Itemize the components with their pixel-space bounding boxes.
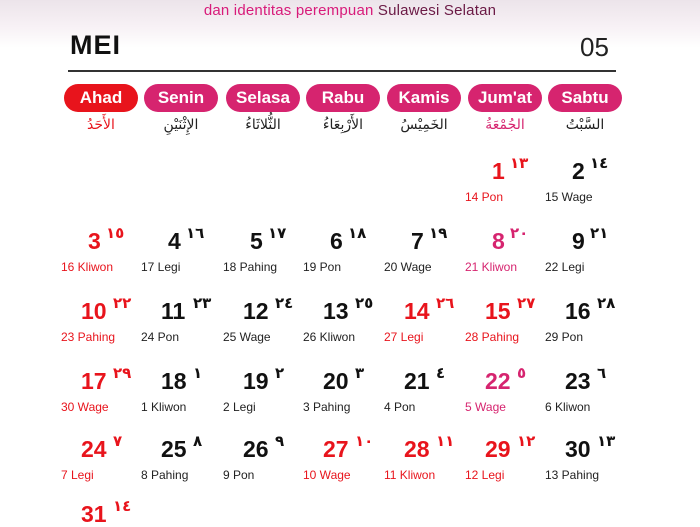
pasaran-label: 5 Wage	[465, 400, 506, 414]
pasaran-label: 28 Pahing	[465, 330, 520, 344]
hijri-date: ١١	[436, 432, 455, 450]
day-number: 8	[492, 228, 505, 254]
weekday-pill-sabtu: Sabtu	[548, 84, 622, 112]
pasaran-label: 7 Legi	[61, 468, 94, 482]
day-number: 31	[81, 501, 107, 527]
hijri-date: ٩	[275, 432, 285, 450]
pasaran-label: 1 Kliwon	[141, 400, 187, 414]
weekday-arabic-selasa: الثُّلاثَاءُ	[245, 117, 281, 133]
day-number: 15	[485, 298, 511, 324]
hijri-date: ٢٤	[275, 294, 294, 312]
pasaran-label: 27 Legi	[384, 330, 424, 344]
day-number: 27	[323, 436, 349, 462]
pasaran-label: 20 Wage	[384, 260, 432, 274]
pasaran-label: 4 Pon	[384, 400, 416, 414]
pasaran-label: 17 Legi	[141, 260, 181, 274]
pasaran-label: 8 Pahing	[141, 468, 189, 482]
pasaran-label: 16 Kliwon	[61, 260, 114, 274]
subtitle	[0, 2, 700, 19]
hijri-date: ١٢	[517, 432, 536, 450]
hijri-date: ٢٩	[113, 364, 132, 382]
hijri-date: ١٨	[348, 224, 367, 242]
day-number: 13	[323, 298, 349, 324]
hijri-date: ١٥	[106, 224, 125, 242]
weekday-pill-jumat: Jum'at	[468, 84, 542, 112]
pasaran-label: 21 Kliwon	[465, 260, 518, 274]
hijri-date: ١	[193, 364, 203, 382]
day-number: 16	[565, 298, 591, 324]
pasaran-label: 22 Legi	[545, 260, 585, 274]
day-number: 26	[243, 436, 269, 462]
month-name: MEI	[70, 30, 122, 60]
day-number: 9	[572, 228, 585, 254]
pasaran-label: 3 Pahing	[303, 400, 351, 414]
day-number: 14	[404, 298, 430, 324]
hijri-date: ١٩	[429, 224, 448, 242]
pasaran-label: 11 Kliwon	[384, 468, 436, 482]
hijri-date: ٥	[517, 364, 527, 382]
hijri-date: ٤	[436, 364, 446, 382]
pasaran-label: 14 Pon	[465, 190, 504, 204]
hijri-date: ١٣	[510, 154, 529, 172]
day-number: 18	[161, 368, 187, 394]
pasaran-label: 12 Legi	[465, 468, 505, 482]
hijri-date: ٦	[597, 364, 607, 382]
weekday-pill-rabu: Rabu	[306, 84, 380, 112]
day-number: 1	[492, 158, 505, 184]
pasaran-label: 25 Wage	[223, 330, 271, 344]
weekday-pill-selasa: Selasa	[226, 84, 300, 112]
pasaran-label: 6 Kliwon	[545, 400, 591, 414]
weekday-arabic-kamis: الخَمِيْسُ	[400, 117, 448, 133]
weekday-pill-ahad: Ahad	[64, 84, 138, 112]
day-number: 25	[161, 436, 187, 462]
hijri-date: ١٤	[590, 154, 609, 172]
pasaran-label: 13 Pahing	[545, 468, 600, 482]
day-number: 22	[485, 368, 511, 394]
pasaran-label: 29 Pon	[545, 330, 584, 344]
hijri-date: ٨	[193, 432, 203, 450]
hijri-date: ٢٠	[510, 224, 529, 242]
weekday-arabic-jumat: الجُمْعَةُ	[485, 117, 525, 133]
weekday-arabic-rabu: الأَرْبِعَاءُ	[322, 117, 364, 133]
hijri-date: ٢٦	[436, 294, 455, 312]
pasaran-label: 10 Wage	[303, 468, 351, 482]
day-number: 11	[161, 298, 186, 324]
day-number: 19	[243, 368, 269, 394]
hijri-date: ٧	[113, 432, 123, 450]
weekday-arabic-ahad: الأَحَدُ	[87, 117, 115, 133]
hijri-date: ٢٢	[113, 294, 132, 312]
day-number: 29	[485, 436, 511, 462]
hijri-date: ١٦	[186, 224, 205, 242]
pasaran-label: 23 Pahing	[61, 330, 116, 344]
pasaran-label: 26 Kliwon	[303, 330, 356, 344]
hijri-date: ٢٣	[193, 294, 212, 312]
day-number: 5	[250, 228, 263, 254]
hijri-date: ٢	[275, 364, 285, 382]
day-number: 12	[243, 298, 269, 324]
pasaran-label: 18 Pahing	[223, 260, 278, 274]
day-number: 3	[88, 228, 101, 254]
hijri-date: ٢٧	[517, 294, 536, 312]
pasaran-label: 30 Wage	[61, 400, 109, 414]
day-number: 28	[404, 436, 430, 462]
hijri-date: ١٧	[268, 224, 287, 242]
hijri-date: ٢١	[590, 224, 609, 242]
weekday-arabic-sabtu: السَّبْتُ	[565, 117, 605, 133]
pasaran-label: 19 Pon	[303, 260, 342, 274]
hijri-date: ١٠	[355, 432, 374, 450]
hijri-date: ٢٨	[597, 294, 616, 312]
weekday-pill-kamis: Kamis	[387, 84, 461, 112]
header-divider	[68, 70, 616, 72]
hijri-date: ١٣	[597, 432, 616, 450]
pasaran-label: 24 Pon	[141, 330, 180, 344]
pasaran-label: 15 Wage	[545, 190, 593, 204]
day-number: 7	[411, 228, 424, 254]
weekday-arabic-senin: الإِثْنَيْنِ	[163, 117, 199, 133]
subtitle-part2: Sulawesi Selatan	[377, 2, 497, 19]
day-number: 23	[565, 368, 591, 394]
pasaran-label: 9 Pon	[223, 468, 255, 482]
hijri-date: ١٤	[113, 497, 132, 515]
day-number: 20	[323, 368, 349, 394]
day-number: 2	[572, 158, 585, 184]
month-number: 05	[580, 32, 609, 62]
weekday-pill-senin: Senin	[144, 84, 218, 112]
hijri-date: ٢٥	[355, 294, 374, 312]
day-number: 24	[81, 436, 107, 462]
day-number: 21	[404, 368, 430, 394]
hijri-date: ٣	[355, 364, 365, 382]
day-number: 4	[168, 228, 181, 254]
pasaran-label: 2 Legi	[223, 400, 256, 414]
subtitle-part1: dan identitas perempuan	[203, 2, 374, 19]
day-number: 6	[330, 228, 343, 254]
day-number: 30	[565, 436, 591, 462]
day-number: 10	[81, 298, 107, 324]
day-number: 17	[81, 368, 107, 394]
